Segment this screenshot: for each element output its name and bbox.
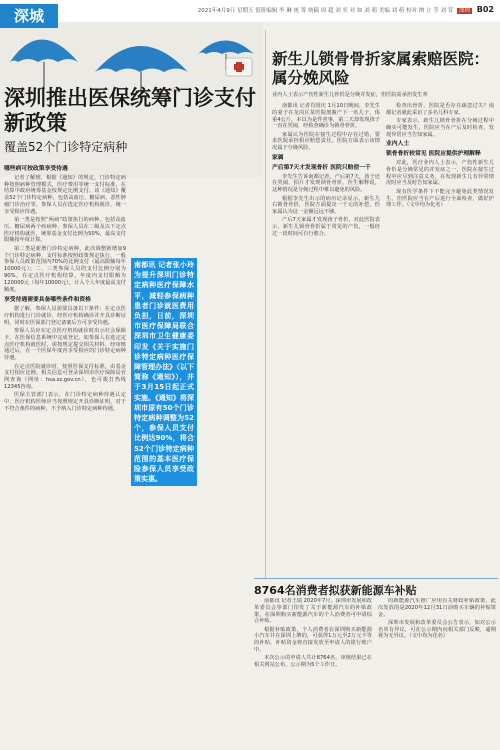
article2-paragraph: 南都讯 记者肖国庆 1月10日晚间，李先生的妻子在龙岗区某医院剖腹产下一名儿子，体重4公斤，本以为是件喜事，第二天却发现孩子一直在哭闹，经检查确诊为锁骨骨折。 bbox=[272, 103, 380, 130]
article2-subhead-label: 家属 bbox=[272, 155, 284, 162]
article1-paragraph: 第二类是新增门诊特定病种，此次调整新增加9个门诊特定病种，支付标准按照政策规定执行，一般参保人员政策范围内70%的比例支付（最高限额每年10000元）；二、三类参保人员的支付比例分别为90%，在定点医疗机构结算，年度内支付限额为120000元（每年10000元），计入个人年度最高支付额度。 bbox=[4, 245, 126, 293]
article2-paragraph: 产后7天家属才发现孩子骨折，对此医院表示，新生儿锁骨骨折属于常见的产伤，一般经过一段时间可自行愈合。 bbox=[272, 217, 380, 238]
article1-subhead: 覆盖52个门诊特定病种 bbox=[4, 140, 128, 154]
article1-paragraph: 参保人员应在定点医疗机构就诊时出示社会保障卡，在医保信息系统中完成登记。如参保人在选定定点医疗机构就医时，需按规定提交相关材料，经审核通过后，在一个医保年度内享受相应的门诊特定病种待遇。 bbox=[4, 328, 126, 362]
article1-section-heading: 享受待遇需要具备哪些条件和资格 bbox=[4, 297, 91, 304]
article1-section-heading: 哪些病可按政策享受待遇 bbox=[4, 166, 68, 172]
article1-paragraph: 记者了解到，根据《通知》的规定，门诊特定病种按照病种管理模式，医疗费用等统一支付标准，在结算中政府统筹基金按规定比例支付。该《通知》覆盖52个门诊特定病种，包括高血压、糖尿病、恶性肿瘤门诊治疗等，参保人员在选定医疗机构就诊，统一享受相应待遇。 bbox=[4, 174, 126, 215]
article2-paragraph: 检查出骨折，医院是否存在疏忽过失？南都记者就此采访了多名儿科专家。 bbox=[386, 103, 494, 116]
article2-subhead: 锁骨骨折较常见 医院应提供护理解释 bbox=[386, 151, 481, 158]
umbrella-icon bbox=[10, 40, 78, 89]
date-line-text: 2021年4月9日 星期五 值班编辑 李 琳 统 筹 统稿 周 超 刘 奕 对 如 刘 萌 美编 刘 萌 校对 纳 立 莹 刘 萱 bbox=[197, 8, 454, 14]
article2-subhead: 产后第7天才发现骨折 医院只赔偿一千 bbox=[272, 164, 371, 171]
article1-paragraph: 据了解，参保人员需要具备以下条件：在定点医疗机构进行门诊就诊，经医疗机构确诊并开具诊断证明，同时在医保部门登记备案后方可享受待遇。 bbox=[4, 306, 126, 326]
article3-title: 8764名消费者拟获新能源车补贴 bbox=[254, 584, 417, 597]
article2-paragraph: 现有医学条件下不能完全避免此类情况发生，但医院应当在产后进行全面检查，做好护理工作。（文中均为化名） bbox=[386, 188, 494, 209]
article1-paragraph: 医保主管部门表示，在门诊特定病种待遇认定中，医疗机构医师应当按照规定开具诊断证明，对于不符合条件的病种，不予纳入门诊特定病种待遇。 bbox=[4, 392, 126, 412]
article2-subhead-label: 业内人士 bbox=[386, 141, 410, 148]
article1-headline: 深圳推出医保统筹门诊支付新政策 bbox=[4, 86, 256, 135]
article2-title: 新生儿锁骨骨折家属索赔医院：属分娩风险 bbox=[272, 50, 490, 87]
article1-paragraph: 在定点医院就诊时，按照医保支付标准，由基金支付相应比例。相关信息可登录深圳市医疗保障局官网查询（网址：hsa.sz.gov.cn），也可拨打热线12345咨询。 bbox=[4, 363, 126, 390]
article-divider bbox=[254, 578, 498, 579]
article2-paragraph: 李先生告诉南都记者，产后第7天，孩子还在哭闹，拍片才发现锁骨骨折。医生解释说，这种情况是分娩过程中难以避免的风险。 bbox=[272, 173, 380, 194]
article2-column-1 bbox=[272, 103, 380, 573]
article2-paragraph: 对此，医疗业内人士表示，产伤性新生儿骨折是分娩常见的并发症之一，医院在接生过程中应尽到注意义务，在发现新生儿有异常情况时应当及时告知家属。 bbox=[386, 160, 494, 187]
medicine-box-icon bbox=[226, 58, 252, 76]
article1-lead-box: 南都讯 记者张小玲 为提升深圳门诊特定病种医疗保障水平，减轻参保病种患者门诊就医费用负担，日前，深圳市医疗保障局联合深圳市卫生健康委印发《关于实施门诊特定病种医疗保障管理办法》（以下简称《通知》），并于3月15日起正式实施。《通知》将深圳市原有50个门诊特定病种调整为52个，参保人员支付比例达90%，将合52个门诊特定病种范围的基本医疗保险参保人员享受政策实惠。 bbox=[131, 258, 197, 486]
page-badge: 深圳 bbox=[459, 8, 471, 14]
article2-lead: 业内人士表示产伤性新生儿骨折是分娩并发症，但医院需承担发生率 bbox=[272, 92, 428, 98]
article1-paragraph: 第一类是按照“两病”政策执行的病种，包括高血压、糖尿病两个疾病种，参保人员在二级及以下定点医疗机构就医，统筹基金支付比例为50%，最高支付限额按年度计算。 bbox=[4, 217, 126, 244]
article3-paragraph: 深圳市发展和改革委员会公告表示，如对公示名单有异议，可在公示期内向相关部门反映，逾期视为无异议。（文中均为化名） bbox=[378, 619, 496, 640]
article2-paragraph: 专家表示，新生儿锁骨骨折在分娩过程中确实可能发生，医院应当在产后及时检查，发现异常应当告知家属。 bbox=[386, 118, 494, 138]
article1-column-1 bbox=[4, 162, 126, 742]
article2-paragraph: 根据李先生出示的病历记录显示，新生儿右锁骨骨折，医院方面提出一千元的补偿，但家属认为这一金额远远不够。 bbox=[272, 195, 380, 216]
article3-column-2 bbox=[378, 598, 496, 746]
page-number: B02 bbox=[476, 5, 494, 14]
article2-column-2 bbox=[386, 103, 494, 573]
article3-column-1 bbox=[254, 598, 372, 746]
section-tag: 深城 bbox=[0, 4, 58, 28]
article3-paragraph: 根据补贴政策，个人消费者在深圳购买新能源小汽车并在深圳上牌的，可获得1万元至2万元不等的补贴，补贴资金将直接发放至申请人的银行账户中。 bbox=[254, 626, 372, 654]
article3-paragraph: 的新能源汽车推广应用有关财政补贴政策，此次发放的是2020年12月31日前购买车辆的补贴资金。 bbox=[378, 598, 496, 618]
article3-paragraph: 本次公示的申请人共计8764名，审核结果已在相关网站公布，公示期为5个工作日。 bbox=[254, 655, 372, 669]
article3-paragraph: 南都讯 记者王瑞 2020年7月，深圳市发展和改革委员会等部门印发了关于新能源汽车的补贴政策，在深圳购买新能源汽车的个人消费者可申请综合补贴。 bbox=[254, 598, 372, 625]
column-divider bbox=[265, 30, 266, 578]
article2-paragraph: 家属认为医院在接生过程中存在过错，要求医院承担相应赔偿责任。医院方面表示该情况属于分娩风险。 bbox=[272, 131, 380, 152]
date-line bbox=[198, 5, 494, 14]
